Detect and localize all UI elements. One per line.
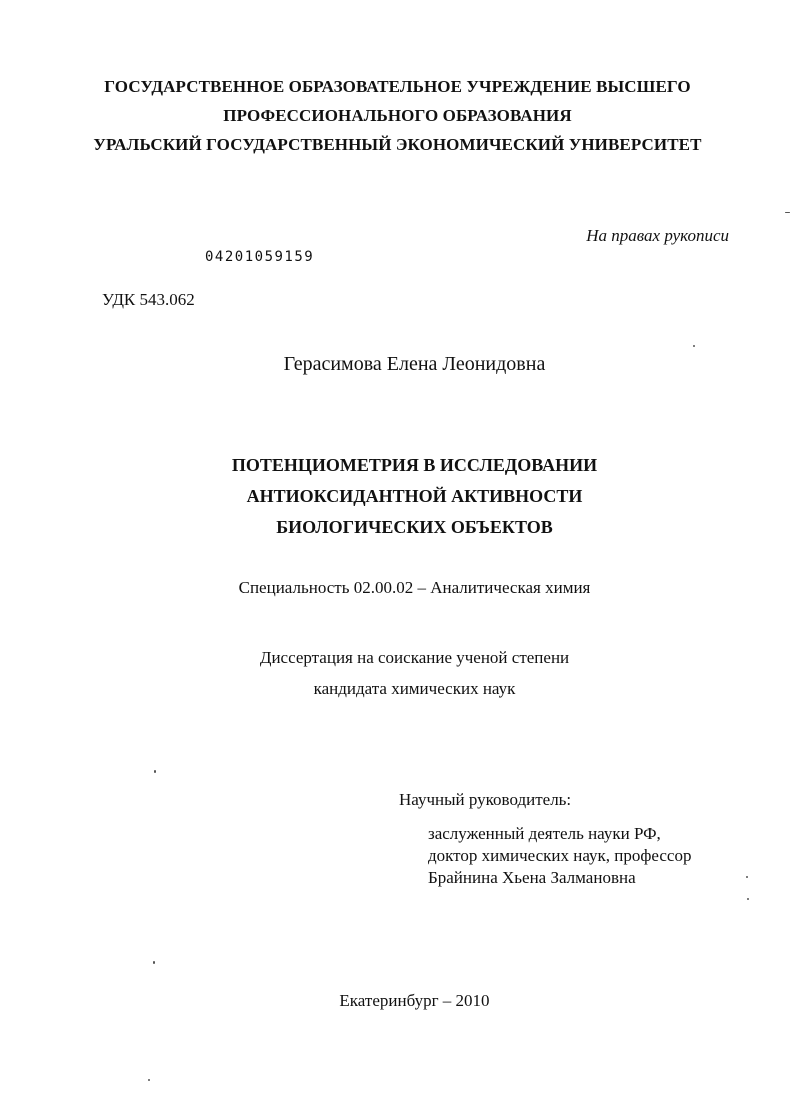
udk-code: УДК 543.062 (102, 290, 195, 309)
dissertation-title (0, 450, 795, 543)
supervisor-line-2: доктор химических наук, профессор (428, 846, 692, 865)
archive-number: 04201059159 (205, 249, 315, 265)
degree-line-1: Диссертация на соискание ученой степени (259, 648, 570, 667)
institution-header (0, 72, 795, 159)
scan-speck (747, 898, 749, 900)
supervisor-line-1: заслуженный деятель науки РФ, (428, 824, 661, 843)
scan-speck (154, 770, 156, 773)
institution-line-3: УРАЛЬСКИЙ ГОСУДАРСТВЕННЫЙ ЭКОНОМИЧЕСКИЙ УНИВЕРСИТЕТ (93, 135, 702, 154)
scan-speck (148, 1079, 150, 1081)
supervisor-line-3: Брайнина Хьена Залмановна (428, 868, 636, 887)
degree-statement (0, 642, 795, 704)
scan-speck (746, 876, 748, 878)
title-line-1: ПОТЕНЦИОМЕТРИЯ В ИССЛЕДОВАНИИ (231, 455, 598, 475)
degree-line-2: кандидата химических наук (313, 679, 516, 698)
manuscript-rights-note: На правах рукописи (586, 226, 729, 245)
supervisor-heading: Научный руководитель: (399, 790, 572, 809)
supervisor-details (428, 823, 691, 889)
institution-line-1: ГОСУДАРСТВЕННОЕ ОБРАЗОВАТЕЛЬНОЕ УЧРЕЖДЕНИЕ ВЫСШЕГО (104, 77, 691, 96)
title-line-2: АНТИОКСИДАНТНОЙ АКТИВНОСТИ (246, 486, 583, 506)
scan-speck (693, 345, 695, 347)
city-year: Екатеринбург – 2010 (339, 991, 490, 1010)
institution-line-2: ПРОФЕССИОНАЛЬНОГО ОБРАЗОВАНИЯ (223, 106, 572, 125)
author-name: Герасимова Елена Леонидовна (283, 353, 546, 375)
scan-speck (785, 212, 790, 213)
specialty: Специальность 02.00.02 – Аналитическая химия (238, 578, 591, 597)
title-line-3: БИОЛОГИЧЕСКИХ ОБЪЕКТОВ (276, 517, 553, 537)
scan-speck (153, 961, 155, 964)
